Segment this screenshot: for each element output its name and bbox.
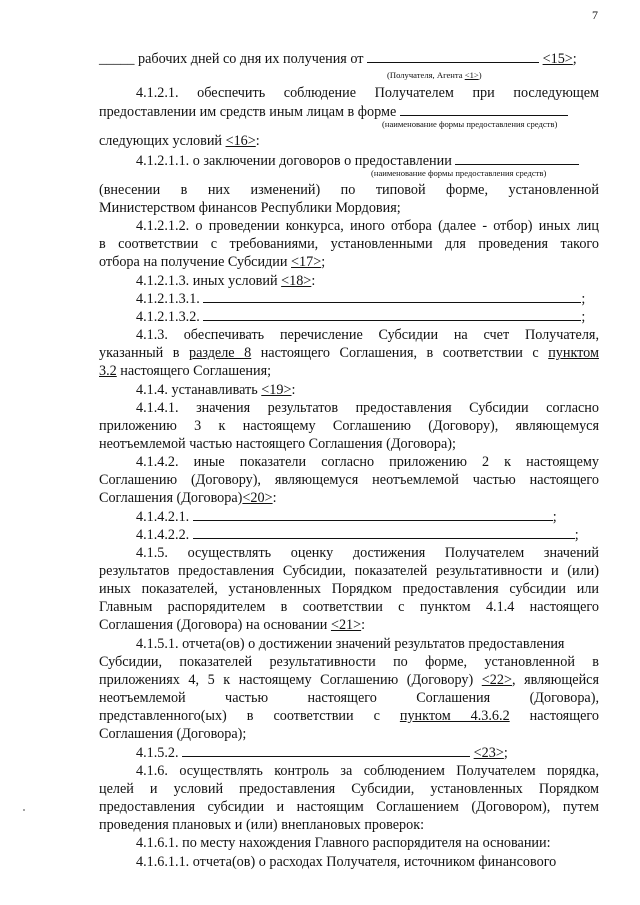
text-segment: 4.1.6.1.1. отчета(ов) о расходах Получателя, источником финансового — [136, 854, 557, 870]
text-segment: 4.1.2.1.3. иных условий — [136, 273, 282, 289]
reference-link: 3.2 — [99, 363, 117, 379]
caption-form-name: (наименование формы предоставления средств) — [371, 168, 547, 178]
text-segment: ; — [581, 309, 586, 325]
text-line — [99, 672, 599, 688]
scan-speck — [23, 809, 25, 811]
text-segment: Субсидии, показателей результативности по форме, установленной в — [99, 654, 599, 670]
text-line — [136, 454, 599, 470]
text-segment: 4.1.6.1. по месту нахождения Главного распорядителя на основании: — [136, 835, 551, 851]
text-line — [136, 527, 636, 543]
text-line — [99, 654, 599, 670]
text-line — [99, 781, 599, 797]
text-segment: настоящего Соглашения, в соответствии с — [251, 345, 549, 361]
text-segment: ; — [574, 527, 579, 543]
text-segment: 4.1.5.2. — [136, 745, 183, 761]
reference-link: <23> — [473, 745, 504, 761]
text-line — [99, 799, 599, 815]
text-segment: 4.1.4.2.1. — [136, 509, 193, 525]
text-segment: 4.1.2.1. обеспечить соблюдение Получателем при последующем — [136, 85, 599, 101]
reference-link: <20> — [242, 490, 273, 506]
blank-fill-line — [400, 104, 568, 116]
reference-link: пунктом 4.3.6.2 — [399, 708, 510, 724]
text-segment: Соглашения (Договора) на основании — [99, 617, 331, 633]
text-line — [99, 133, 599, 149]
text-segment: 4.1.4. устанавливать — [136, 382, 262, 398]
text-line — [136, 153, 636, 169]
text-segment: ; — [552, 509, 557, 525]
text-line — [99, 436, 599, 452]
text-line — [136, 85, 599, 101]
text-line — [99, 254, 599, 270]
text-segment: : — [272, 490, 277, 506]
text-line — [99, 690, 599, 706]
text-line — [99, 563, 599, 579]
text-segment: : — [291, 382, 296, 398]
text-line — [99, 418, 599, 434]
text-line — [99, 345, 599, 361]
blank-fill-line — [367, 51, 539, 63]
text-segment: представленного(ых) в соответствии с — [99, 708, 400, 724]
text-line — [136, 509, 636, 525]
blank-fill-line — [455, 153, 579, 165]
text-line — [136, 273, 636, 289]
text-segment: , являющейся — [511, 672, 599, 688]
reference-link: <17> — [291, 254, 322, 270]
reference-link: разделе 8 — [188, 345, 252, 361]
reference-link: <15> — [542, 51, 573, 67]
text-line — [136, 309, 636, 325]
reference-link: пунктом — [548, 345, 599, 361]
text-segment: ; — [503, 745, 508, 761]
text-segment: 4.1.6. осуществлять контроль за соблюдением Получателем порядка, — [136, 763, 599, 779]
text-segment: ; — [321, 254, 326, 270]
text-segment: 4.1.3. обеспечивать перечисление Субсидии на счет Получателя, — [136, 327, 599, 343]
text-segment: 4.1.2.1.1. о заключении договоров о предоставлении — [136, 153, 456, 169]
text-segment: следующих условий — [99, 133, 226, 149]
caption-recipient-agent: (Получателя, Агента <1>) — [387, 70, 482, 80]
text-line — [99, 51, 599, 67]
text-line — [136, 382, 636, 398]
text-line — [99, 581, 599, 597]
reference-link: <21> — [330, 617, 362, 633]
text-line — [99, 200, 599, 216]
text-line — [136, 745, 636, 761]
text-segment: (внесении в них изменений) по типовой форме, установленной — [99, 182, 599, 198]
text-line — [99, 726, 599, 742]
text-segment: целей и условий предоставления Субсидии, установленных Порядком — [99, 781, 599, 797]
text-segment: Главным распорядителем в соответствии с пунктом 4.1.4 настоящего — [99, 599, 599, 615]
text-segment: в соответствии с требованиями, установленными для проведения такого — [99, 236, 599, 252]
text-segment: указанный в — [99, 345, 189, 361]
reference-link: <19> — [261, 382, 292, 398]
text-segment: 4.1.2.1.3.1. — [136, 291, 204, 307]
text-segment: неотъемлемой частью настоящего Соглашения (Договора), — [99, 690, 599, 706]
text-segment: иных показателей, установленных Порядком предоставления субсидии или — [99, 581, 599, 597]
blank-fill-line — [193, 509, 553, 521]
text-line — [136, 400, 599, 416]
text-segment: 4.1.2.1.2. о проведении конкурса, иного отбора (далее - отбор) иных лиц — [136, 218, 599, 234]
text-line — [136, 545, 599, 561]
text-segment: проведения плановых и (или) внеплановых проверок: — [99, 817, 425, 833]
text-line — [99, 182, 599, 198]
text-segment: приложению 3 к настоящему Соглашению (Договору), являющемуся — [99, 418, 599, 434]
reference-link: <16> — [225, 133, 256, 149]
text-segment: : — [255, 133, 260, 149]
text-segment: ; — [581, 291, 586, 307]
text-line — [136, 327, 599, 343]
blank-fill-line — [182, 745, 470, 757]
text-line — [99, 817, 599, 833]
text-line — [99, 599, 599, 615]
page-number: 7 — [592, 8, 598, 22]
caption-form-name: (наименование формы предоставления средств) — [382, 119, 558, 129]
text-line — [136, 763, 599, 779]
blank-fill-line — [193, 527, 575, 539]
text-line — [99, 104, 599, 120]
text-segment: Соглашению (Договору), являющемуся неотъемлемой частью настоящего — [99, 472, 599, 488]
text-segment: Министерством финансов Республики Мордовия; — [99, 200, 401, 216]
text-segment: результатов предоставления Субсидии, показателей результативности и (или) — [99, 563, 599, 579]
reference-link: <18> — [281, 273, 312, 289]
reference-link: <22> — [481, 672, 512, 688]
text-segment: предоставления субсидии и настоящим Соглашением (Договором), путем — [99, 799, 599, 815]
text-line — [99, 236, 599, 252]
text-segment: : — [311, 273, 316, 289]
text-line — [99, 490, 599, 506]
text-segment: 4.1.4.2. иные показатели согласно приложению 2 к настоящему — [136, 454, 599, 470]
text-line — [136, 636, 636, 652]
text-segment: ; — [572, 51, 577, 67]
text-segment: настоящего Соглашения; — [116, 363, 272, 379]
text-segment: 4.1.5. осуществлять оценку достижения Получателем значений — [136, 545, 599, 561]
text-line — [99, 617, 599, 633]
blank-fill-line — [203, 309, 581, 321]
text-segment: неотъемлемой частью настоящего Соглашения (Договора); — [99, 436, 456, 452]
text-line — [99, 708, 599, 724]
text-segment: : — [361, 617, 366, 633]
text-line — [136, 218, 599, 234]
text-segment: Соглашения (Договора); — [99, 726, 247, 742]
blank-fill-line — [203, 291, 581, 303]
text-line — [136, 291, 636, 307]
text-segment: предоставлении им средств иным лицам в форме — [99, 104, 400, 120]
text-line — [136, 835, 636, 851]
text-segment: _____ рабочих дней со дня их получения от — [99, 51, 368, 67]
text-segment: 4.1.5.1. отчета(ов) о достижении значений результатов предоставления — [136, 636, 565, 652]
text-line — [99, 472, 599, 488]
text-line — [99, 363, 599, 379]
text-segment: 4.1.4.1. значения результатов предоставления Субсидии согласно — [136, 400, 599, 416]
text-segment: 4.1.4.2.2. — [136, 527, 193, 543]
text-line — [136, 854, 636, 870]
text-segment: Соглашения (Договора) — [99, 490, 243, 506]
text-segment: настоящего — [509, 708, 599, 724]
text-segment: отбора на получение Субсидии — [99, 254, 292, 270]
text-segment: приложениях 4, 5 к настоящему Соглашению (Договору) — [99, 672, 482, 688]
text-segment: 4.1.2.1.3.2. — [136, 309, 204, 325]
